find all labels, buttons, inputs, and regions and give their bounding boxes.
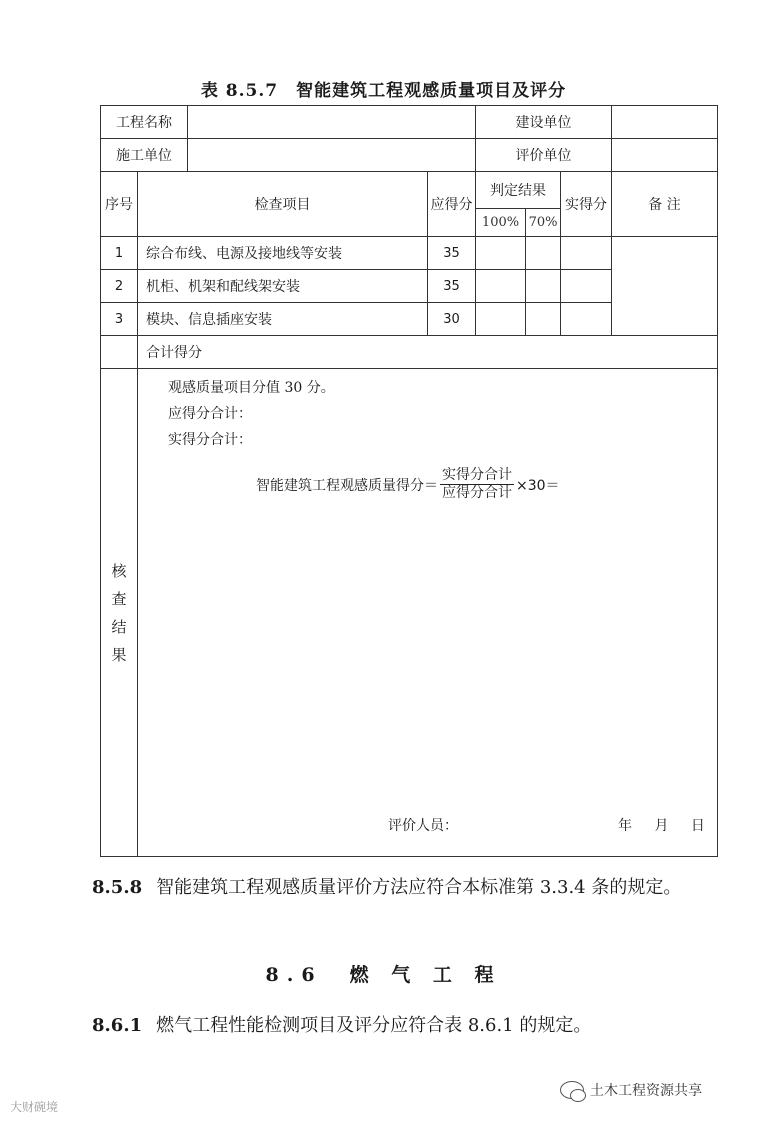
evaluator-label: 评价人员：: [388, 818, 458, 834]
row-no: 1: [101, 237, 138, 270]
section-heading: 8.6 燃 气 工 程: [265, 964, 502, 986]
col-should-score: 应得分: [428, 172, 476, 237]
row-pct100: [476, 303, 526, 336]
row-item: 综合布线、电源及接地线等安装: [138, 237, 428, 270]
formula-lhs: 智能建筑工程观感质量得分＝: [256, 477, 438, 494]
result-label-char: 结: [111, 617, 127, 636]
project-name-row: [101, 106, 718, 139]
clause-8-5-8: [92, 872, 722, 903]
result-label-char: 核: [111, 561, 127, 580]
col-pct100: 100%: [476, 209, 526, 237]
watermark-right: [560, 1080, 702, 1100]
result-line-1: 观感质量项目分值 30 分。: [168, 380, 335, 396]
row-score: 35: [428, 237, 476, 270]
clause-number: 8.5.8: [92, 877, 143, 898]
construction-unit-label: 施工单位: [101, 139, 188, 172]
result-label-char: 查: [111, 589, 127, 608]
construction-unit-value: [188, 139, 476, 172]
row-pct100: [476, 270, 526, 303]
row-item: 机柜、机架和配线架安装: [138, 270, 428, 303]
watermark-left: [10, 1098, 58, 1115]
total-no: [101, 336, 138, 369]
table-row: [101, 237, 718, 270]
col-seq: 序号: [101, 172, 138, 237]
row-actual: [561, 303, 612, 336]
result-line-3: 实得分合计：: [168, 432, 252, 448]
col-judgement: 判定结果: [476, 172, 561, 209]
result-row: [101, 369, 718, 857]
col-remark: 备 注: [612, 172, 718, 237]
row-no: 3: [101, 303, 138, 336]
score-formula: [256, 467, 560, 502]
column-header-row: [101, 172, 718, 209]
clause-text: 燃气工程性能检测项目及评分应符合表 8.6.1 的规定。: [156, 1015, 592, 1036]
eval-unit-value: [612, 139, 718, 172]
col-item: 检查项目: [138, 172, 428, 237]
row-score: 35: [428, 270, 476, 303]
watermark-right-text: 土木工程资源共享: [590, 1083, 702, 1099]
formula-denominator: 应得分合计: [442, 485, 512, 501]
row-score: 30: [428, 303, 476, 336]
clause-8-6-1: [92, 1010, 722, 1041]
project-name-value: [188, 106, 476, 139]
formula-numerator: 实得分合计: [442, 467, 512, 483]
formula-fraction: [440, 467, 514, 502]
construction-unit-row: [101, 139, 718, 172]
build-unit-label: 建设单位: [476, 106, 612, 139]
result-label-char: 果: [111, 645, 127, 664]
result-content: [138, 369, 718, 857]
row-pct70: [526, 237, 561, 270]
table-title: 表 8.5.7 智能建筑工程观感质量项目及评分: [200, 81, 567, 101]
col-actual-score: 实得分: [561, 172, 612, 237]
build-unit-value: [612, 106, 718, 139]
wechat-icon: [560, 1081, 584, 1099]
clause-text: 智能建筑工程观感质量评价方法应符合本标准第 3.3.4 条的规定。: [156, 877, 682, 898]
row-pct70: [526, 270, 561, 303]
date-label: 年 月 日: [618, 818, 705, 834]
row-actual: [561, 237, 612, 270]
row-pct70: [526, 303, 561, 336]
total-label: 合计得分: [138, 336, 718, 369]
col-pct70: 70%: [526, 209, 561, 237]
row-item: 模块、信息插座安装: [138, 303, 428, 336]
project-name-label: 工程名称: [101, 106, 188, 139]
formula-rhs: ×30＝: [516, 477, 560, 494]
result-label: [101, 369, 138, 857]
evaluation-table: [100, 105, 718, 857]
row-pct100: [476, 237, 526, 270]
result-line-2: 应得分合计：: [168, 406, 252, 422]
remark-cell: [612, 237, 718, 336]
eval-unit-label: 评价单位: [476, 139, 612, 172]
row-actual: [561, 270, 612, 303]
clause-number: 8.6.1: [92, 1015, 143, 1036]
watermark-left-text: 大财碗境: [10, 1100, 59, 1114]
row-no: 2: [101, 270, 138, 303]
total-row: [101, 336, 718, 369]
